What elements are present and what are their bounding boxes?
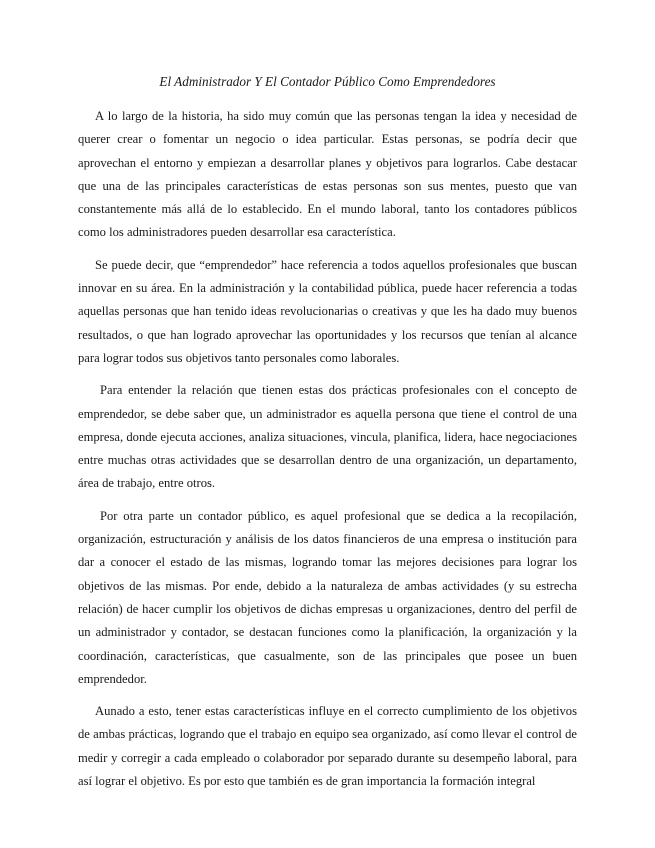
paragraph-4: Por otra parte un contador público, es aquel profesional que se dedica a la recopilación, organización, estructuración y análisis de los datos financieros de una empresa o institución para dar a conocer el estado de las mismas, logrando tomar las mejores decisiones para lograr los objetivos de las mismas. Por ende, debido a la naturaleza de ambas actividades (y su estrecha relación) de hacer cumplir los objetivos de dichas empresas u organizaciones, dentro del perfil de un administrador y contador, se destacan funciones como la planificación, la organización y la coordinación, características, que casualmente, son de las principales que posee un buen emprendedor. — [78, 508, 577, 686]
paragraph-2: Se puede decir, que “emprendedor” hace referencia a todos aquellos profesionales que buscan innovar en su área. En la administración y la contabilidad pública, puede hacer referencia a todas aquellas personas que han tenido ideas revolucionarias o creativas y que les ha dado muy buenos resultados, o que han logrado aprovechar las oportunidades y los recursos que tenían al alcance para lograr todos sus objetivos tanto personales como laborales. — [78, 257, 577, 365]
paragraph-3: Para entender la relación que tienen estas dos prácticas profesionales con el concepto de emprendedor, se debe saber que, un administrador es aquella persona que tiene el control de una empresa, donde ejecuta acciones, analiza situaciones, vincula, planifica, lidera, hace negociaciones entre muchas otras actividades que se desarrollan dentro de una organización, un departamento, área de trabajo, entre otros. — [78, 383, 577, 491]
paragraph-1: A lo largo de la historia, ha sido muy común que las personas tengan la idea y necesidad de querer crear o fomentar un negocio o idea particular. Estas personas, se podría decir que aprovechan el entorno y empiezan a desarrollar planes y objetivos para lograrlos. Cabe destacar que una de las principales características de estas personas son sus mentes, puesto que van constantemente más allá de lo establecido. En el mundo laboral, tanto los contadores públicos como los administradores pueden desarrollar esa característica. — [78, 109, 577, 240]
paragraph-5: Aunado a esto, tener estas características influye en el correcto cumplimiento de los objetivos de ambas prácticas, logrando que el trabajo en equipo sea organizado, así como llevar el control de medir y corregir a cada empleado o colaborador por separado durante su desempeño laboral, para así lograr el objetivo. Es por esto que también es de gran importancia la formación integral — [78, 704, 577, 789]
document-title: El Administrador Y El Contador Público Como Emprendedores — [159, 74, 496, 89]
